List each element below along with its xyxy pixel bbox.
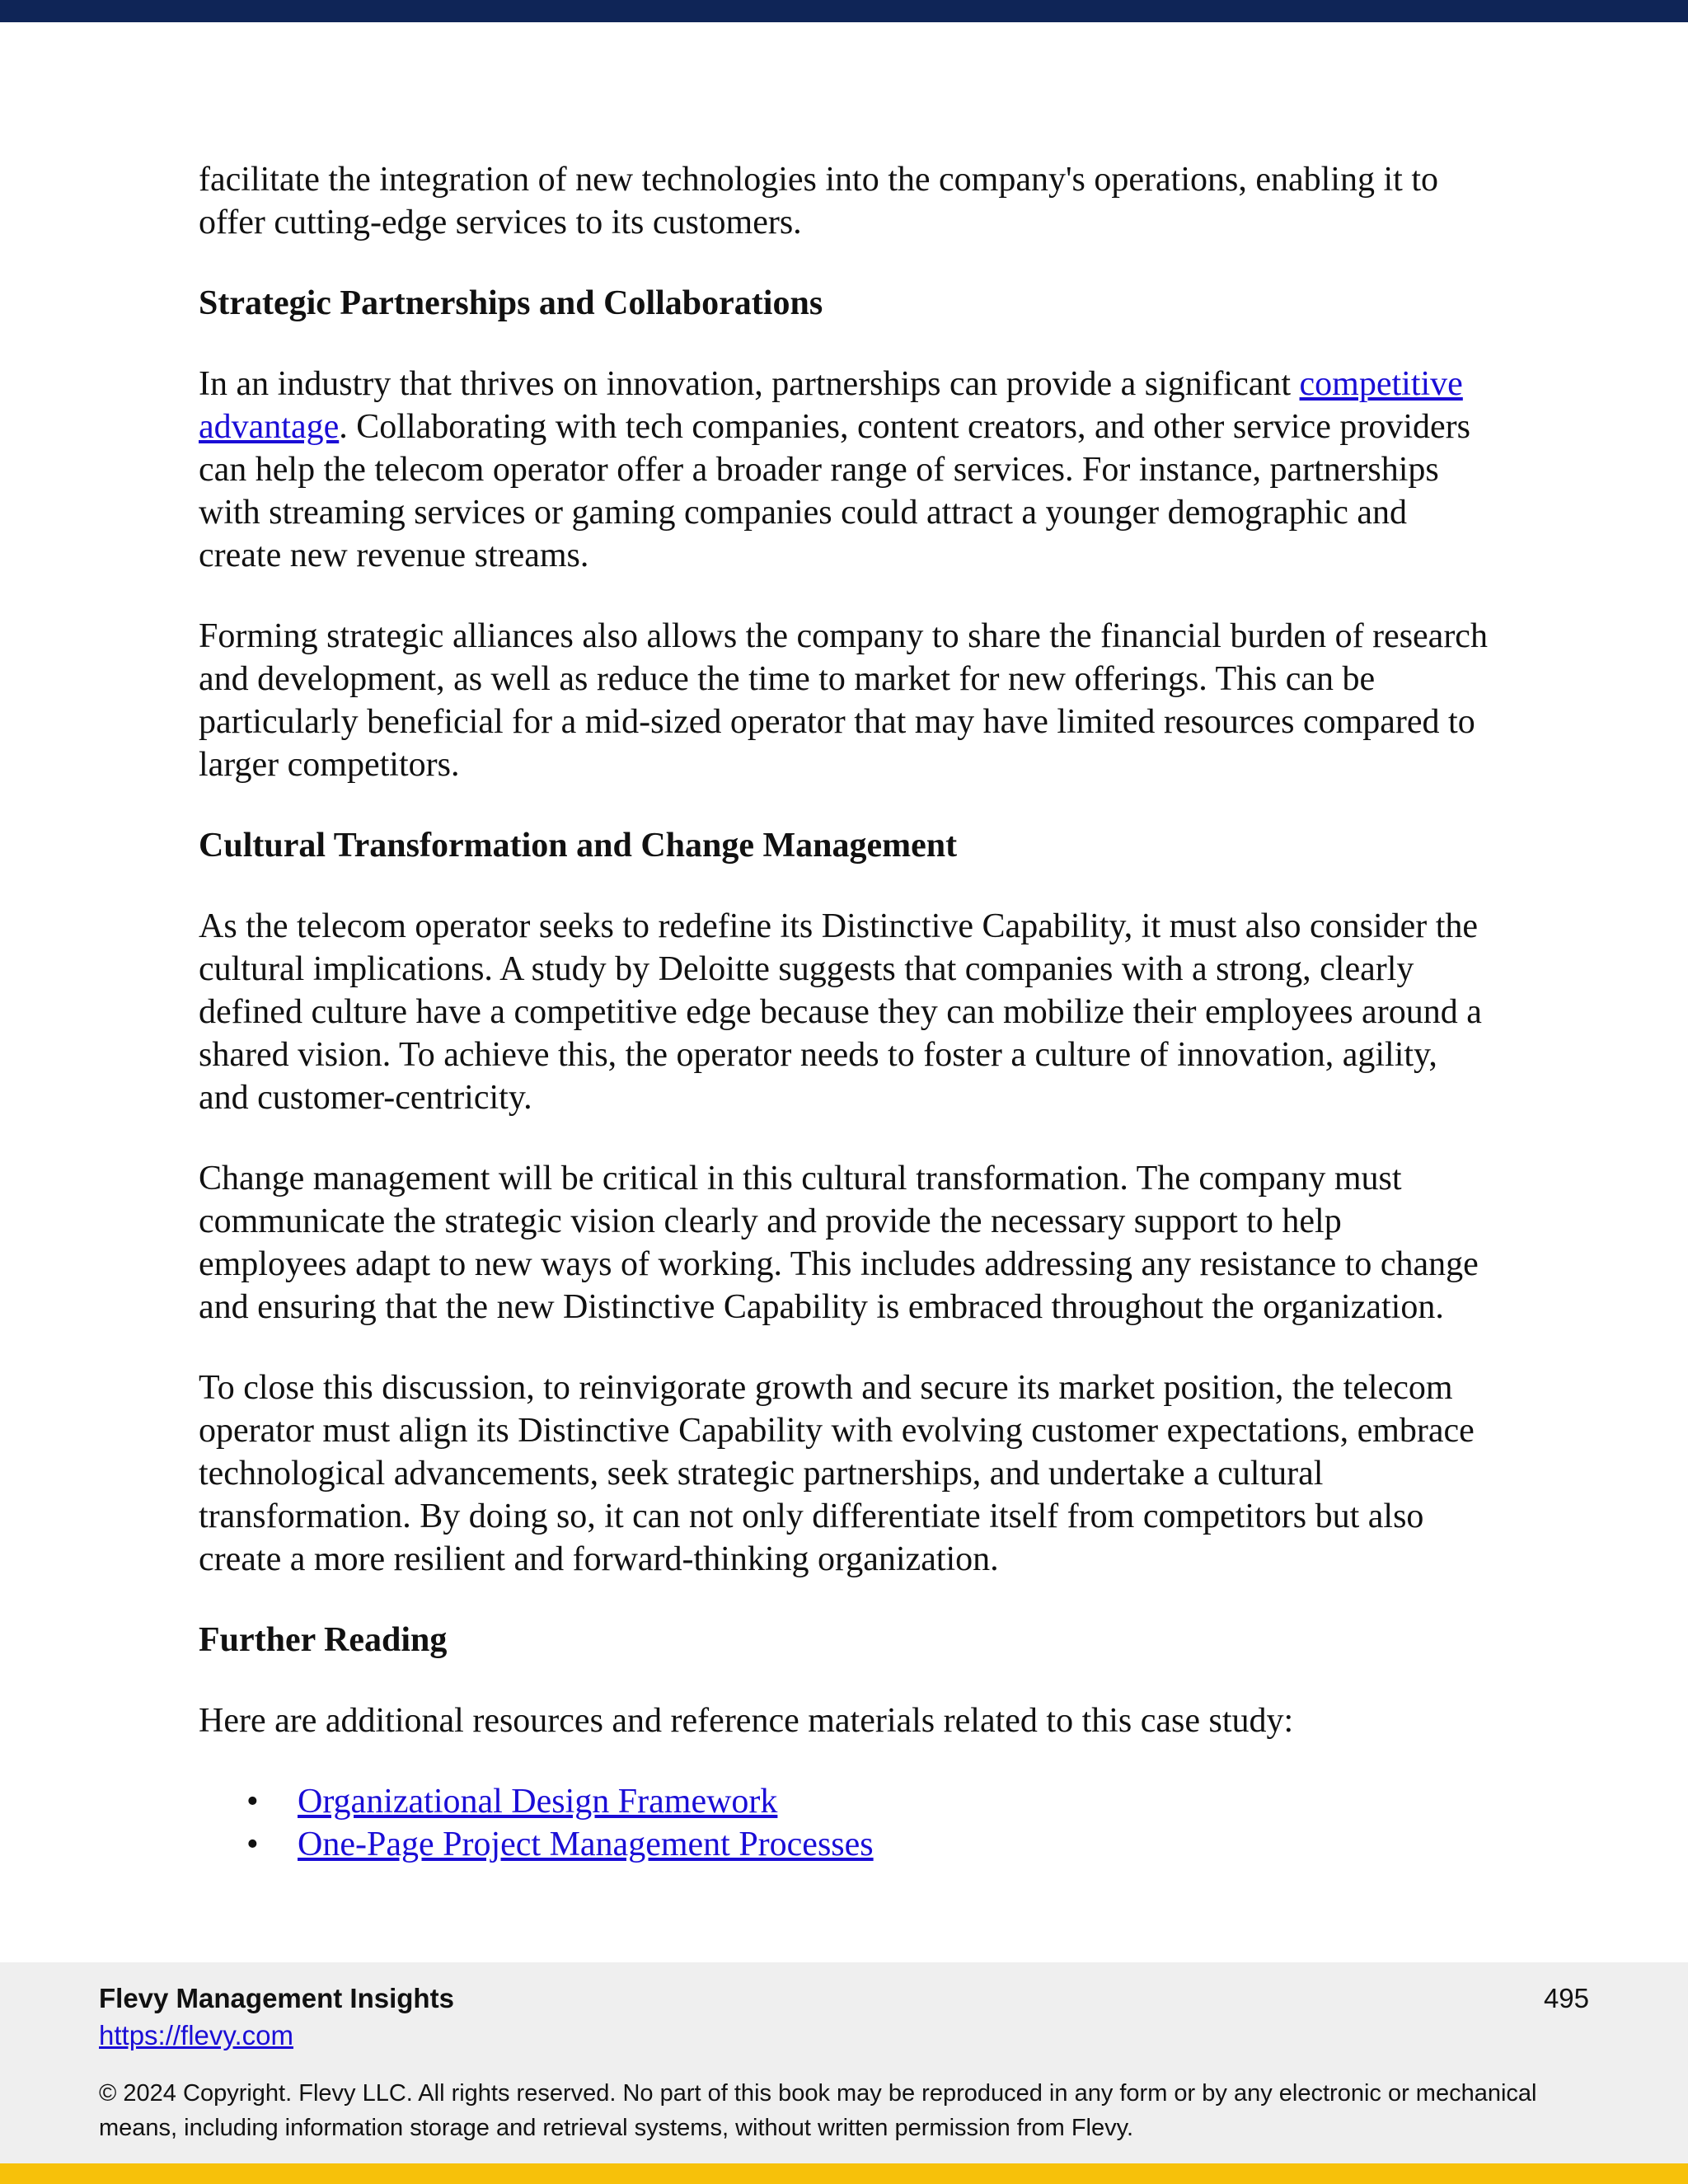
- competitive-advantage-link[interactable]: competitive advantage: [199, 365, 1463, 446]
- bottom-accent-bar: [0, 2163, 1688, 2184]
- bullet-icon: •: [246, 1783, 259, 1821]
- heading-strategic-partnerships: Strategic Partnerships and Collaborations: [199, 284, 823, 322]
- flevy-url-link[interactable]: https://flevy.com: [99, 2020, 293, 2050]
- partnerships-text-before-link: In an industry that thrives on innovation, partnerships can provide a significant: [199, 365, 1300, 403]
- further-reading-intro: Here are additional resources and reference materials related to this case study:: [199, 1702, 1294, 1740]
- intro-paragraph: facilitate the integration of new technologies into the company's operations, enabling it to offer cutting-edge services to its customers.: [199, 161, 1438, 241]
- partnerships-paragraph-1: [199, 363, 1493, 577]
- partnerships-paragraph-2: Forming strategic alliances also allows the company to share the financial burden of research and development, as well as reduce the time to market for new offerings. This can be particularly beneficial for a mid-sized operator that may have limited resources compared to larger competitors.: [199, 617, 1488, 784]
- page-footer: [0, 1962, 1688, 2163]
- top-accent-bar: [0, 0, 1688, 22]
- page-number: 495: [1543, 1983, 1589, 2013]
- one-page-project-management-link[interactable]: One-Page Project Management Processes: [298, 1825, 874, 1863]
- copyright-notice: © 2024 Copyright. Flevy LLC. All rights reserved. No part of this book may be reproduced in any form or by any electronic or mechanical means, including information storage and retrieval systems, without written permission from Flevy.: [99, 2080, 1537, 2141]
- partnerships-text-after-link: . Collaborating with tech companies, content creators, and other service providers can help the telecom operator offer a broader range of services. For instance, partnerships with streaming services or gaming companies could attract a younger demographic and create new revenue streams.: [199, 408, 1470, 574]
- culture-paragraph-1: As the telecom operator seeks to redefine its Distinctive Capability, it must also consider the cultural implications. A study by Deloitte suggests that companies with a strong, clearly defined culture have a competitive edge because they can mobilize their employees around a shared vision. To achieve this, the operator needs to foster a culture of innovation, agility, and customer-centricity.: [199, 907, 1482, 1117]
- heading-further-reading: Further Reading: [199, 1621, 448, 1659]
- footer-title: Flevy Management Insights: [99, 1983, 454, 2013]
- document-body: [199, 158, 1493, 1866]
- heading-cultural-transformation: Cultural Transformation and Change Management: [199, 827, 958, 865]
- list-item: [199, 1823, 1493, 1866]
- culture-paragraph-3: To close this discussion, to reinvigorate growth and secure its market position, the telecom operator must align its Distinctive Capability with evolving customer expectations, embrace technological advancements, seek strategic partnerships, and undertake a cultural transformation. By doing so, it can not only differentiate itself from competitors but also create a more resilient and forward-thinking organization.: [199, 1369, 1475, 1578]
- organizational-design-framework-link[interactable]: Organizational Design Framework: [298, 1783, 778, 1821]
- list-item: [199, 1780, 1493, 1823]
- further-reading-list: [199, 1780, 1493, 1866]
- culture-paragraph-2: Change management will be critical in this cultural transformation. The company must communicate the strategic vision clearly and provide the necessary support to help employees adapt to new ways of working. This includes addressing any resistance to change and ensuring that the new Distinctive Capability is embraced throughout the organization.: [199, 1160, 1479, 1326]
- bullet-icon: •: [246, 1825, 259, 1863]
